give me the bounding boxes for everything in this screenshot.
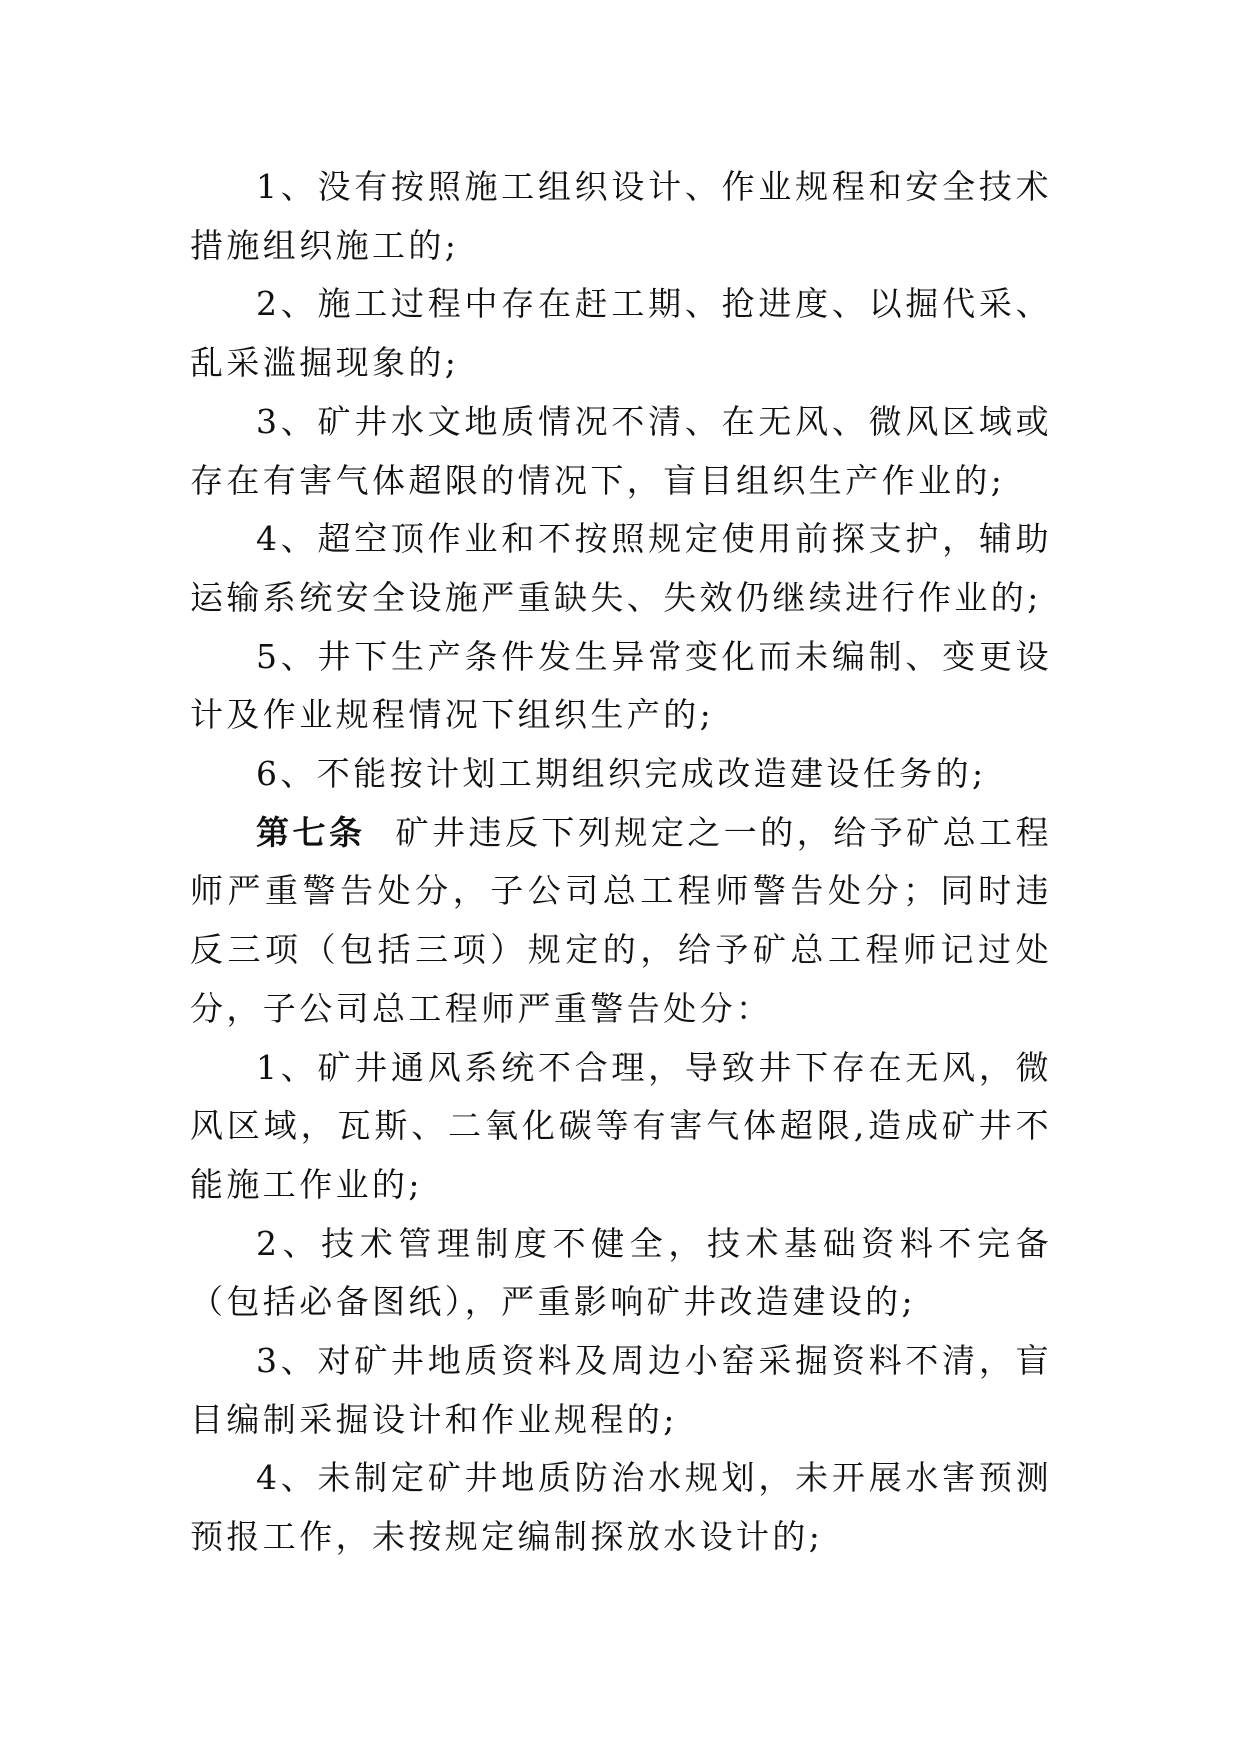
list-item: 4、超空顶作业和不按照规定使用前探支护，辅助运输系统安全设施严重缺失、失效仍继续进行作业的;: [190, 519, 1052, 617]
list-item: 5、井下生产条件发生异常变化而未编制、变更设计及作业规程情况下组织生产的;: [190, 636, 1052, 735]
list-item: 3、矿井水文地质情况不清、在无风、微风区域或存在有害气体超限的情况下，盲目组织生产作业的;: [190, 401, 1052, 500]
document-page: [190, 158, 1052, 1567]
list-item: 1、矿井通风系统不合理，导致井下存在无风，微风区域，瓦斯、二氧化碳等有害气体超限,造成矿井不能施工作业的;: [190, 1047, 1052, 1204]
article-paragraph: [190, 804, 1052, 1039]
list-item: 2、技术管理制度不健全，技术基础资料不完备（包括必备图纸），严重影响矿井改造建设的;: [190, 1223, 1052, 1322]
article-heading: 第七条: [256, 812, 366, 852]
article-text: 矿井违反下列规定之一的，给予矿总工程师严重警告处分，子公司总工程师警告处分；同时违反三项（包括三项）规定的，给予矿总工程师记过处分，子公司总工程师严重警告处分：: [190, 812, 1053, 1028]
list-item: 6、不能按计划工期组织完成改造建设任务的;: [256, 754, 987, 794]
list-item: 4、未制定矿井地质防治水规划，未开展水害预测预报工作，未按规定编制探放水设计的;: [190, 1458, 1052, 1557]
list-item: 2、施工过程中存在赶工期、抢进度、以掘代采、乱采滥掘现象的;: [190, 284, 1052, 383]
list-item: 3、对矿井地质资料及周边小窑采掘资料不清，盲目编制采掘设计和作业规程的;: [190, 1341, 1052, 1439]
list-item: 1、没有按照施工组织设计、作业规程和安全技术措施组织施工的;: [190, 167, 1052, 265]
